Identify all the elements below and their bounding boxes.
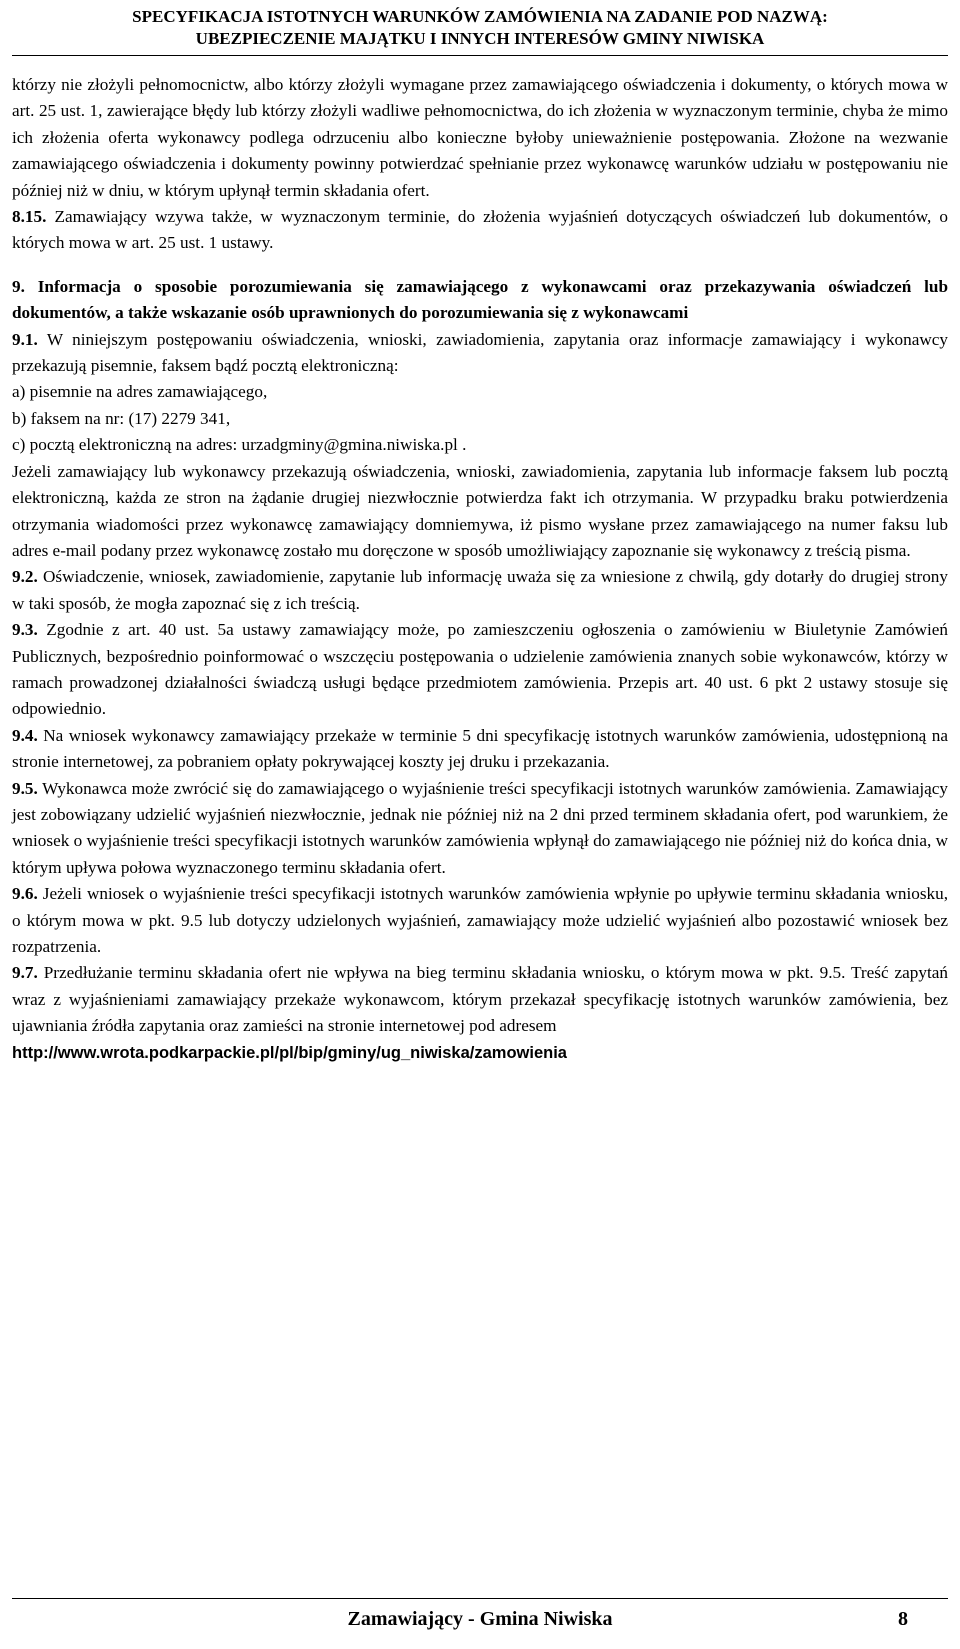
section-number: 8.15.	[12, 207, 47, 227]
zamowienia-url-line	[12, 1040, 948, 1066]
section-number: 9.3.	[12, 620, 38, 640]
section-text: Przedłużanie terminu składania ofert nie wpływa na bieg terminu składania wniosku, o którym mowa w pkt. 9.5. Treść zapytań wraz z wyjaśnieniami zamawiający przekaże wykonawcom, którym przekazał specyfikację istotnych warunków zamówienia, bez ujawniania źródła zapytania oraz zamieści na stronie internetowej pod adresem	[12, 963, 948, 1036]
header-divider	[12, 55, 948, 56]
section-8-15	[12, 204, 948, 257]
section-9-7	[12, 960, 948, 1039]
section-number: 9.7.	[12, 963, 38, 983]
section-9-4	[12, 723, 948, 776]
section-9-3	[12, 617, 948, 723]
section-text: Jeżeli wniosek o wyjaśnienie treści specyfikacji istotnych warunków zamówienia wpłynie po upływie terminu składania wniosku, o którym mowa w pkt. 9.5 lub dotyczy udzielonych wyjaśnień, zamawiający może udzielić wyjaśnień albo pozostawić wniosek bez rozpatrzenia.	[12, 884, 948, 956]
section-number: 9.4.	[12, 725, 38, 745]
header-title-line-2: UBEZPIECZENIE MAJĄTKU I INNYCH INTERESÓW GMINY NIWISKA	[195, 29, 765, 48]
list-item-c: c) pocztą elektroniczną na adres: urzadgminy@gmina.niwiska.pl .	[12, 435, 467, 455]
section-number: 9.6.	[12, 884, 38, 904]
header-title-line-1: SPECYFIKACJA ISTOTNYCH WARUNKÓW ZAMÓWIENIA NA ZADANIE POD NAZWĄ:	[132, 7, 828, 26]
footer-divider	[12, 1598, 948, 1599]
footer-text: Zamawiający - Gmina Niwiska	[347, 1608, 613, 1630]
section-text: Zgodnie z art. 40 ust. 5a ustawy zamawiający może, po zamieszczeniu ogłoszenia o zamówieniu w Biuletynie Zamówień Publicznych, bezpośrednio poinformować o wszczęciu postępowania o udzielenie zamówienia znanych sobie wykonawców, którzy w ramach prowadzonej działalności świadczą usługi będące przedmiotem zamówienia. Przepis art. 40 ust. 6 pkt 2 ustawy stosuje się odpowiednio.	[12, 620, 948, 719]
zamowienia-url-link[interactable]: http://www.wrota.podkarpackie.pl/pl/bip/gminy/ug_niwiska/zamowienia	[12, 1043, 567, 1062]
page-number: 8	[898, 1608, 908, 1630]
section-text: Wykonawca może zwrócić się do zamawiającego o wyjaśnienie treści specyfikacji istotnych warunków zamówienia. Zamawiający jest zobowiązany udzielić wyjaśnień niezwłocznie, jednak nie później niż na 2 dni przed terminem składania ofert, pod warunkiem, że wniosek o wyjaśnienie treści specyfikacji istotnych warunków zamówienia wpłynął do zamawiającego nie później niż do końca dnia, w którym upływa połowa wyznaczonego terminu składania ofert.	[12, 778, 948, 877]
list-item-b: b) faksem na nr: (17) 2279 341,	[12, 408, 231, 428]
section-text: W niniejszym postępowaniu oświadczenia, wnioski, zawiadomienia, zapytania oraz informacje zamawiający i wykonawcy przekazują pisemnie, faksem bądź pocztą elektroniczną:	[12, 329, 948, 376]
section-9-heading: 9. Informacja o sposobie porozumiewania się zamawiającego z wykonawcami oraz przekazywania oświadczeń lub dokumentów, a także wskazanie osób uprawnionych do porozumiewania się z wykonawcami	[12, 276, 948, 323]
section-text: Zamawiający wzywa także, w wyznaczonym terminie, do złożenia wyjaśnień dotyczących oświadczeń lub dokumentów, o których mowa w art. 25 ust. 1 ustawy.	[12, 207, 948, 253]
document-body	[12, 72, 948, 1066]
paragraph-intro: którzy nie złożyli pełnomocnictw, albo którzy złożyli wymagane przez zamawiającego oświadczenia i dokumenty, o których mowa w art. 25 ust. 1, zawierające błędy lub którzy złożyli wadliwe pełnomocnictwa, do ich złożenia w wyznaczonym terminie, chyba że mimo ich złożenia oferta wykonawcy podlega odrzuceniu albo konieczne byłoby unieważnienie postępowania. Złożone na wezwanie zamawiającego oświadczenia i dokumenty powinny potwierdzać spełnianie przez wykonawcę warunków udziału w postępowaniu nie później niż w dniu, w którym upłynął termin składania ofert.	[12, 75, 948, 200]
section-9-6	[12, 881, 948, 960]
document-header	[0, 6, 960, 50]
list-item-a: a) pisemnie na adres zamawiającego,	[12, 382, 268, 402]
section-9-1-continuation: Jeżeli zamawiający lub wykonawcy przekazują oświadczenia, wnioski, zawiadomienia, zapytania lub informacje faksem lub pocztą elektroniczną, każda ze stron na żądanie drugiej niezwłocznie potwierdza fakt ich otrzymania. W przypadku braku potwierdzenia otrzymania wiadomości przez wykonawcę zamawiający domniemywa, iż pismo wysłane przez zamawiającego na numer faksu lub adres e-mail podany przez wykonawcę zostało mu doręczone w sposób umożliwiający zapoznanie się wykonawcy z treścią pisma.	[12, 461, 948, 560]
section-9-1	[12, 327, 948, 380]
section-number: 9.5.	[12, 778, 38, 798]
section-text: Na wniosek wykonawcy zamawiający przekaże w terminie 5 dni specyfikację istotnych warunków zamówienia, udostępnioną na stronie internetowej, za pobraniem opłaty pokrywającej koszty jej druku i przekazania.	[12, 725, 948, 772]
section-number: 9.1.	[12, 329, 38, 349]
section-9-5	[12, 776, 948, 882]
section-text: Oświadczenie, wniosek, zawiadomienie, zapytanie lub informację uważa się za wniesione z chwilą, gdy dotarły do drugiej strony w taki sposób, że mogła zapoznać się z ich treścią.	[12, 567, 948, 613]
section-9-2	[12, 564, 948, 617]
section-number: 9.2.	[12, 567, 38, 587]
